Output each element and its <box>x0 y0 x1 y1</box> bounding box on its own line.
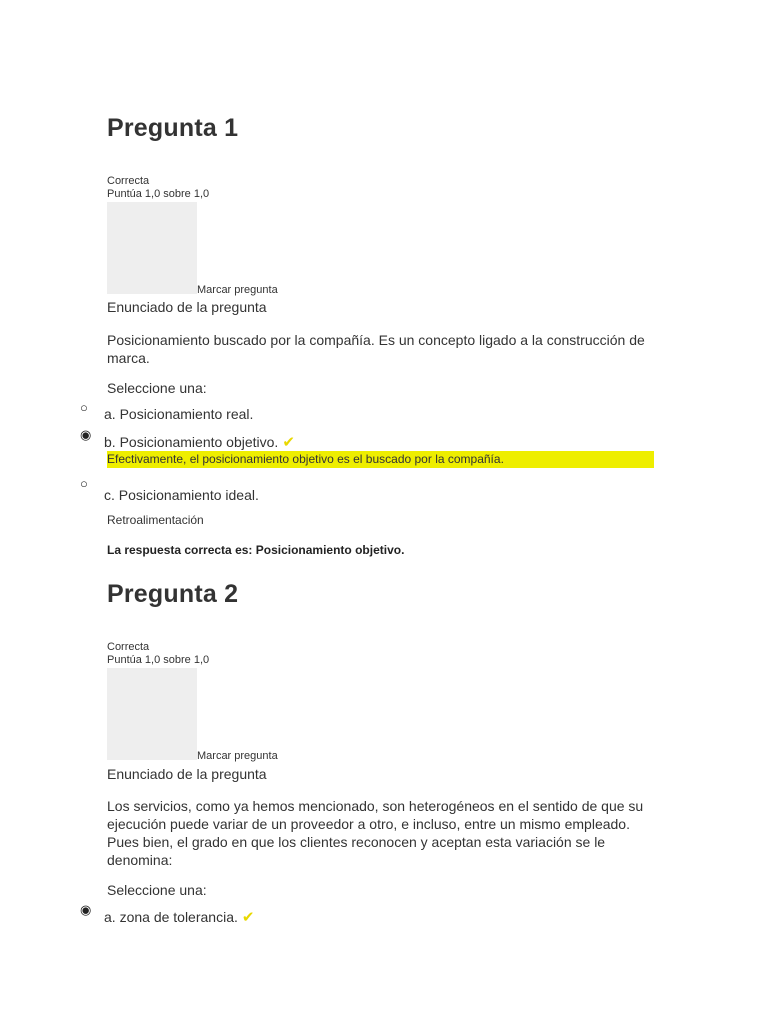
question-grade: Puntúa 1,0 sobre 1,0 <box>107 654 210 666</box>
radio-unselected-icon[interactable]: ○ <box>80 476 88 491</box>
option-label: c. Posicionamiento ideal. <box>104 487 259 503</box>
question-title: Pregunta 2 <box>107 580 239 608</box>
select-prompt: Seleccione una: <box>107 380 207 396</box>
question-title: Pregunta 1 <box>107 114 239 142</box>
statement-label: Enunciado de la pregunta <box>107 766 267 782</box>
option-label: a. Posicionamiento real. <box>104 406 254 422</box>
radio-selected-icon[interactable]: ◉ <box>80 902 92 917</box>
check-icon: ✔ <box>282 434 295 451</box>
option-label: b. Posicionamiento objetivo. <box>104 434 279 450</box>
option-label: a. zona de tolerancia. <box>104 909 238 925</box>
feedback-text: Efectivamente, el posicionamiento objetivo es el buscado por la compañía. <box>107 452 504 466</box>
question-state: Correcta <box>107 641 150 653</box>
option-b[interactable] <box>104 433 295 451</box>
flag-question-label[interactable]: Marcar pregunta <box>197 750 278 762</box>
option-a[interactable] <box>104 406 253 422</box>
feedback-title: Retroalimentación <box>107 513 204 527</box>
radio-selected-icon[interactable]: ◉ <box>80 427 92 442</box>
radio-unselected-icon[interactable]: ○ <box>80 400 88 415</box>
option-feedback <box>107 451 654 468</box>
question-state: Correcta <box>107 175 150 187</box>
option-a[interactable] <box>104 908 254 926</box>
right-answer: La respuesta correcta es: Posicionamiento objetivo. <box>107 543 405 557</box>
flag-question-box[interactable] <box>107 668 197 760</box>
flag-question-label[interactable]: Marcar pregunta <box>197 284 278 296</box>
option-c[interactable] <box>104 487 259 503</box>
flag-question-box[interactable] <box>107 202 197 294</box>
question-text: Posicionamiento buscado por la compañía. Es un concepto ligado a la construcción de marca. <box>107 332 645 366</box>
question-text: Los servicios, como ya hemos mencionado, son heterogéneos en el sentido de que su ejecución puede variar de un proveedor a otro, e incluso, entre un mismo empleado. Pues bien, el grado en que los clientes reconocen y aceptan esta variación se le denomina: <box>107 798 644 868</box>
statement-label: Enunciado de la pregunta <box>107 299 267 315</box>
check-icon: ✔ <box>241 909 255 926</box>
question-grade: Puntúa 1,0 sobre 1,0 <box>107 188 210 200</box>
select-prompt: Seleccione una: <box>107 882 207 898</box>
